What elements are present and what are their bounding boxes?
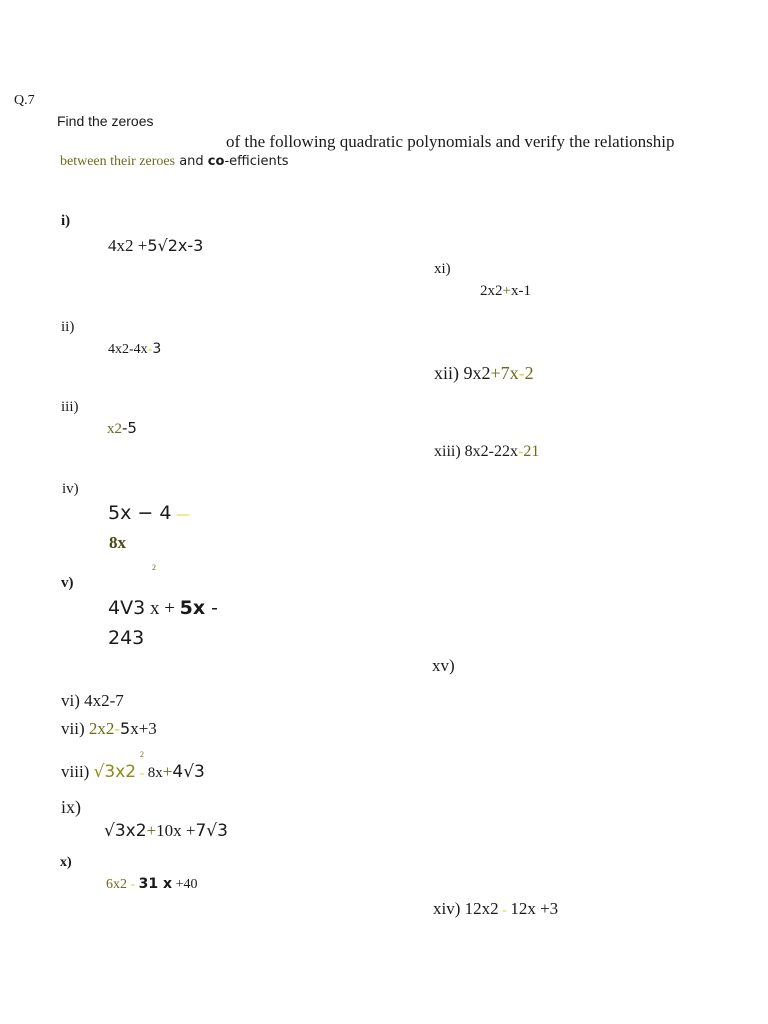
item-v-d: - (205, 597, 219, 619)
item-ix-b: + (146, 821, 157, 840)
item-iv-label: iv) (62, 481, 79, 497)
find-the-zeroes-text: Find the zeroes (57, 113, 154, 129)
item-vii-b: - (114, 719, 121, 738)
item-xi-expression (480, 284, 531, 299)
question-line-3b: and (175, 154, 208, 169)
item-xiv-b: - (498, 903, 511, 918)
question-line-3a: between their zeroes (60, 154, 176, 169)
item-xiv (433, 900, 558, 918)
item-xiii-b: - (518, 443, 524, 460)
item-ix-d: 7√3 (195, 821, 228, 841)
question-number: Q.7 (14, 93, 35, 108)
item-ii-c: 3 (152, 341, 162, 357)
item-x-c: 31 x (138, 876, 173, 892)
item-xi-b: + (502, 283, 511, 299)
item-viii-d: + (162, 762, 173, 781)
item-xii-d: 2 (524, 363, 534, 383)
item-v-b: x + (145, 598, 180, 619)
item-ii-expression (108, 342, 161, 357)
item-vii-c: 5 (120, 719, 131, 738)
item-vii (61, 720, 157, 737)
item-v-label: v) (61, 575, 74, 591)
item-vii-d: x+3 (130, 719, 157, 738)
item-iii-label: iii) (61, 399, 79, 415)
item-ii-b: - (147, 342, 153, 357)
item-xi-label: xi) (434, 261, 451, 277)
item-ii-a: 4x2-4x (108, 342, 148, 357)
item-i-a: 4x2 + (108, 236, 148, 255)
item-iii-b: -5 (122, 419, 137, 437)
item-i-b: 5√2x-3 (147, 236, 204, 255)
item-vii-a: 2x2 (88, 719, 115, 738)
item-xi-c: x-1 (510, 283, 531, 299)
item-ii-label: ii) (61, 319, 75, 335)
item-iv-c: 8x (109, 533, 126, 552)
item-ix-label: ix) (61, 797, 81, 817)
item-iv-sup: 2 (152, 563, 156, 572)
item-iii-expression (107, 421, 137, 437)
item-viii-label: viii) (61, 762, 94, 781)
item-x-expression (106, 877, 197, 892)
item-xii (434, 364, 534, 382)
item-viii-c: 8x (147, 765, 163, 781)
item-viii-b: - (136, 766, 148, 781)
item-vi: vi) 4x2-7 (61, 691, 124, 710)
item-i-expression (108, 237, 203, 254)
item-x-b: - (127, 877, 139, 892)
item-x-a: 6x2 (106, 877, 127, 892)
item-v-c: 5x (179, 597, 206, 619)
item-xii-c: - (518, 363, 525, 383)
item-ix-expression (104, 822, 228, 840)
item-xiii (434, 444, 539, 460)
item-viii-e: 4√3 (172, 762, 205, 782)
item-vii-label: vii) (61, 719, 89, 738)
item-ix-a: √3x2 (104, 821, 147, 841)
item-xiv-a: xiv) 12x2 (433, 899, 499, 918)
item-xii-a: xii) 9x2 (434, 363, 491, 383)
item-xi-a: 2x2 (480, 283, 503, 299)
question-line-3 (60, 155, 289, 169)
item-v-e: 243 (108, 627, 145, 649)
question-line-3c: co (207, 154, 225, 169)
item-v-expression (108, 599, 218, 618)
item-ix-c: 10x + (156, 821, 196, 840)
item-x-d: +40 (172, 877, 198, 892)
item-viii-sup: 2 (140, 750, 144, 759)
item-iii-a: x2 (107, 421, 122, 437)
item-viii-a: √3x2 (93, 762, 137, 782)
item-xiii-c: 21 (523, 443, 540, 460)
item-i-label: i) (61, 213, 71, 229)
item-xiv-c: 12x +3 (510, 899, 559, 918)
item-xiii-a: xiii) 8x2-22x (434, 443, 518, 460)
item-x-label: x) (60, 855, 72, 870)
item-xv-label: xv) (432, 656, 455, 675)
item-iv-a: 5x − 4 (108, 502, 172, 524)
item-xii-b: +7x (490, 363, 519, 383)
item-iv-b: — (171, 507, 190, 523)
question-line-2: of the following quadratic polynomials and verify the relationship (226, 132, 675, 151)
question-line-3d: -efficients (224, 154, 289, 169)
item-iv-expression (108, 504, 190, 523)
item-viii (61, 763, 205, 781)
item-v-a: 4V3 (108, 597, 146, 619)
